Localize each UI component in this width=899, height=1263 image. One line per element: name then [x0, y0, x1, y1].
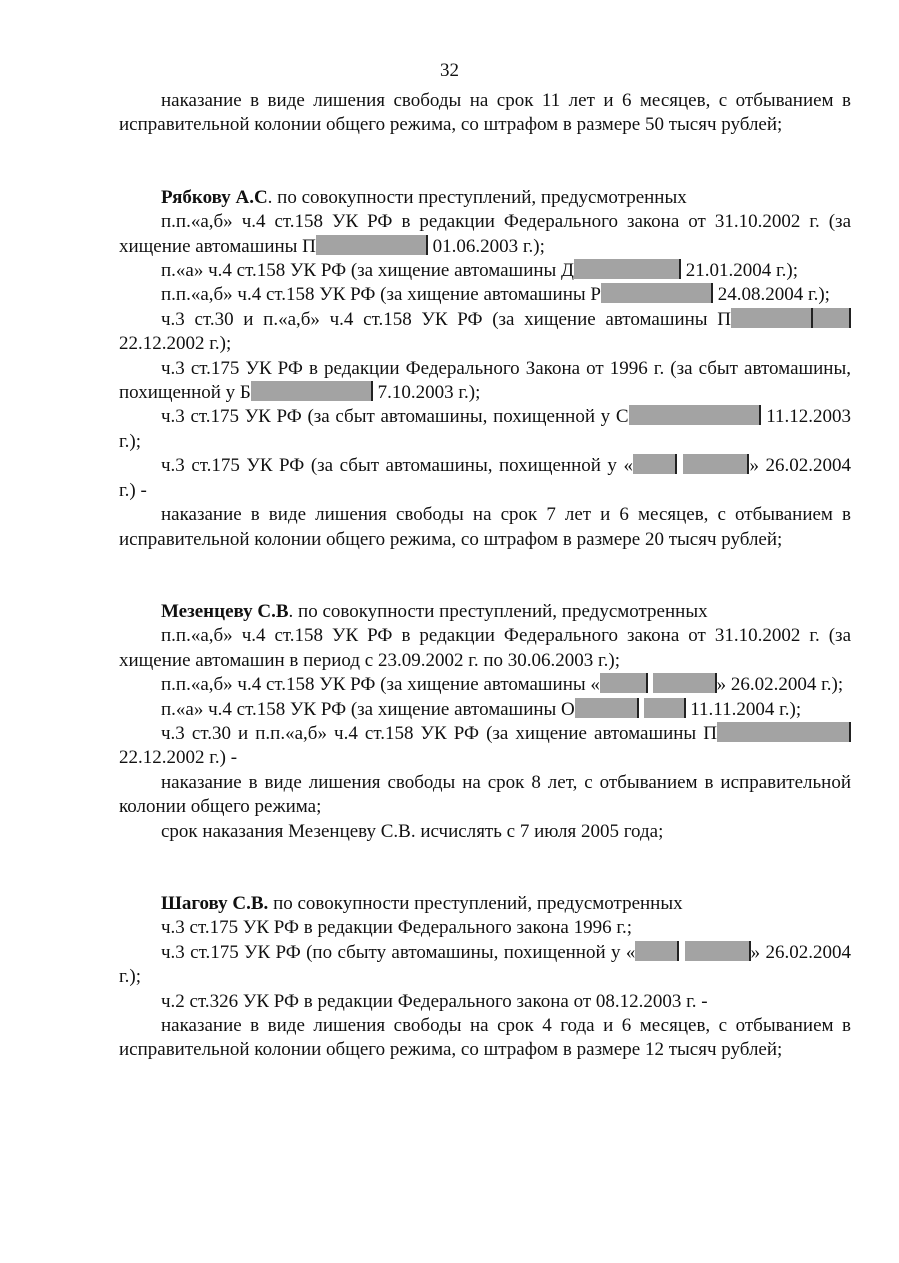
- charge-text: 7.10.2003 г.);: [372, 382, 481, 404]
- header-text: . по совокупности преступлений, предусмотренных: [288, 600, 708, 622]
- charge-text: ч.3 ст.175 УК РФ в редакции Федерального Закона от 1996 г. (за сбыт автомашины, похищенной у Б: [119, 357, 851, 404]
- paragraph-term: срок наказания Мезенцеву С.В. исчислять с 7 июля 2005 года;: [161, 820, 664, 842]
- paragraph-punishment-1: наказание в виде лишения свободы на срок 11 лет и 6 месяцев, с отбыванием в исправительной колонии общего режима, со штрафом в размере 50 тысяч рублей;: [119, 90, 851, 136]
- defendant-name: Шагову С.В.: [161, 892, 269, 914]
- header-text: по совокупности преступлений, предусмотренных: [268, 892, 683, 914]
- charge-text: » 26.02.2004 г.);: [716, 674, 844, 696]
- charge-item: [119, 283, 851, 307]
- defendant-header-ryabkov: [119, 186, 851, 210]
- charge-item: [119, 259, 851, 283]
- redaction-block: [717, 722, 851, 742]
- charge-text: » 26.02.2004 г.) -: [119, 455, 852, 501]
- redaction-block: [633, 454, 677, 474]
- charge-text: » 26.02.2004 г.);: [119, 941, 852, 988]
- charge-item: ч.3 ст.175 УК РФ в редакции Федерального закона 1996 г.;: [161, 917, 632, 939]
- charge-text: ч.3 ст.175 УК РФ (по сбыту автомашины, похищенной у «: [161, 941, 636, 963]
- charge-text: п.п.«а,б» ч.4 ст.158 УК РФ (за хищение автомашины «: [161, 674, 600, 696]
- charge-item: [119, 308, 851, 357]
- redaction-block: [251, 381, 373, 401]
- redaction-block: [601, 283, 713, 303]
- redaction-block: [316, 235, 428, 255]
- charge-item: [119, 210, 851, 259]
- redaction-block: [683, 454, 749, 474]
- charge-text: 22.12.2002 г.) -: [119, 747, 238, 769]
- charge-text: 11.12.2003 г.);: [119, 406, 852, 452]
- charge-item: [119, 698, 851, 722]
- header-text: . по совокупности преступлений, предусмотренных: [267, 186, 687, 208]
- redaction-block: [635, 941, 679, 961]
- charge-item: ч.2 ст.326 УК РФ в редакции Федерального закона от 08.12.2003 г. -: [161, 990, 708, 1012]
- defendant-header-mezentsev: [119, 600, 851, 624]
- paragraph-punishment-2: наказание в виде лишения свободы на срок 7 лет и 6 месяцев, с отбыванием в исправительной колонии общего режима, со штрафом в размере 20 тысяч рублей;: [119, 504, 851, 550]
- charge-text: п.«а» ч.4 ст.158 УК РФ (за хищение автомашины Д: [161, 260, 574, 282]
- charge-item: [119, 941, 851, 990]
- charge-text: п.«а» ч.4 ст.158 УК РФ (за хищение автомашины О: [161, 698, 575, 720]
- redaction-block: [629, 405, 761, 425]
- charge-item: [119, 357, 851, 406]
- charge-text: 11.11.2004 г.);: [685, 698, 802, 720]
- charge-item: [119, 722, 851, 771]
- charge-text: ч.3 ст.175 УК РФ (за сбыт автомашины, похищенной у С: [161, 406, 629, 428]
- defendant-header-shagov: [119, 892, 851, 916]
- defendant-name: Мезенцеву С.В: [161, 600, 289, 622]
- charge-text: 21.01.2004 г.);: [681, 260, 799, 282]
- redaction-block: [653, 673, 717, 693]
- redaction-block: [813, 308, 851, 328]
- redaction-block: [600, 673, 648, 693]
- redaction-block: [574, 259, 681, 279]
- charge-text: 01.06.2003 г.);: [427, 235, 545, 257]
- paragraph-punishment-3: наказание в виде лишения свободы на срок 8 лет, с отбыванием в исправительной колонии общего режима;: [119, 771, 851, 818]
- charge-item: [119, 454, 851, 503]
- charge-item: [119, 405, 851, 454]
- charge-text: ч.3 ст.30 и п.«а,б» ч.4 ст.158 УК РФ (за хищение автомашины П: [161, 308, 731, 330]
- charge-item: [119, 673, 851, 697]
- redaction-block: [644, 698, 686, 718]
- defendant-name: Рябкову А.С: [161, 186, 268, 208]
- charge-text: п.п.«а,б» ч.4 ст.158 УК РФ (за хищение автомашины Р: [161, 284, 601, 306]
- charge-text: ч.3 ст.175 УК РФ (за сбыт автомашины, похищенной у «: [161, 455, 633, 477]
- paragraph-punishment-4: наказание в виде лишения свободы на срок 4 года и 6 месяцев, с отбыванием в исправительной колонии общего режима, со штрафом в размере 12 тысяч рублей;: [119, 1015, 851, 1061]
- charge-text: ч.3 ст.30 и п.п.«а,б» ч.4 ст.158 УК РФ (за хищение автомашины П: [161, 722, 717, 744]
- redaction-block: [575, 698, 639, 718]
- charge-text: 24.08.2004 г.);: [712, 284, 830, 306]
- charge-text: 22.12.2002 г.);: [119, 333, 232, 355]
- redaction-block: [731, 308, 813, 328]
- redaction-block: [685, 941, 751, 961]
- charge-item: п.п.«а,б» ч.4 ст.158 УК РФ в редакции Федерального закона от 31.10.2002 г. (за хищение автомашин в период с 23.09.2002 г. по 30.06.2003 г.);: [119, 625, 851, 671]
- charge-text: п.п.«а,б» ч.4 ст.158 УК РФ в редакции Федерального закона от 31.10.2002 г. (за хищение автомашины П: [119, 211, 851, 257]
- document-body: [119, 89, 851, 1063]
- page-number: 32: [440, 60, 459, 81]
